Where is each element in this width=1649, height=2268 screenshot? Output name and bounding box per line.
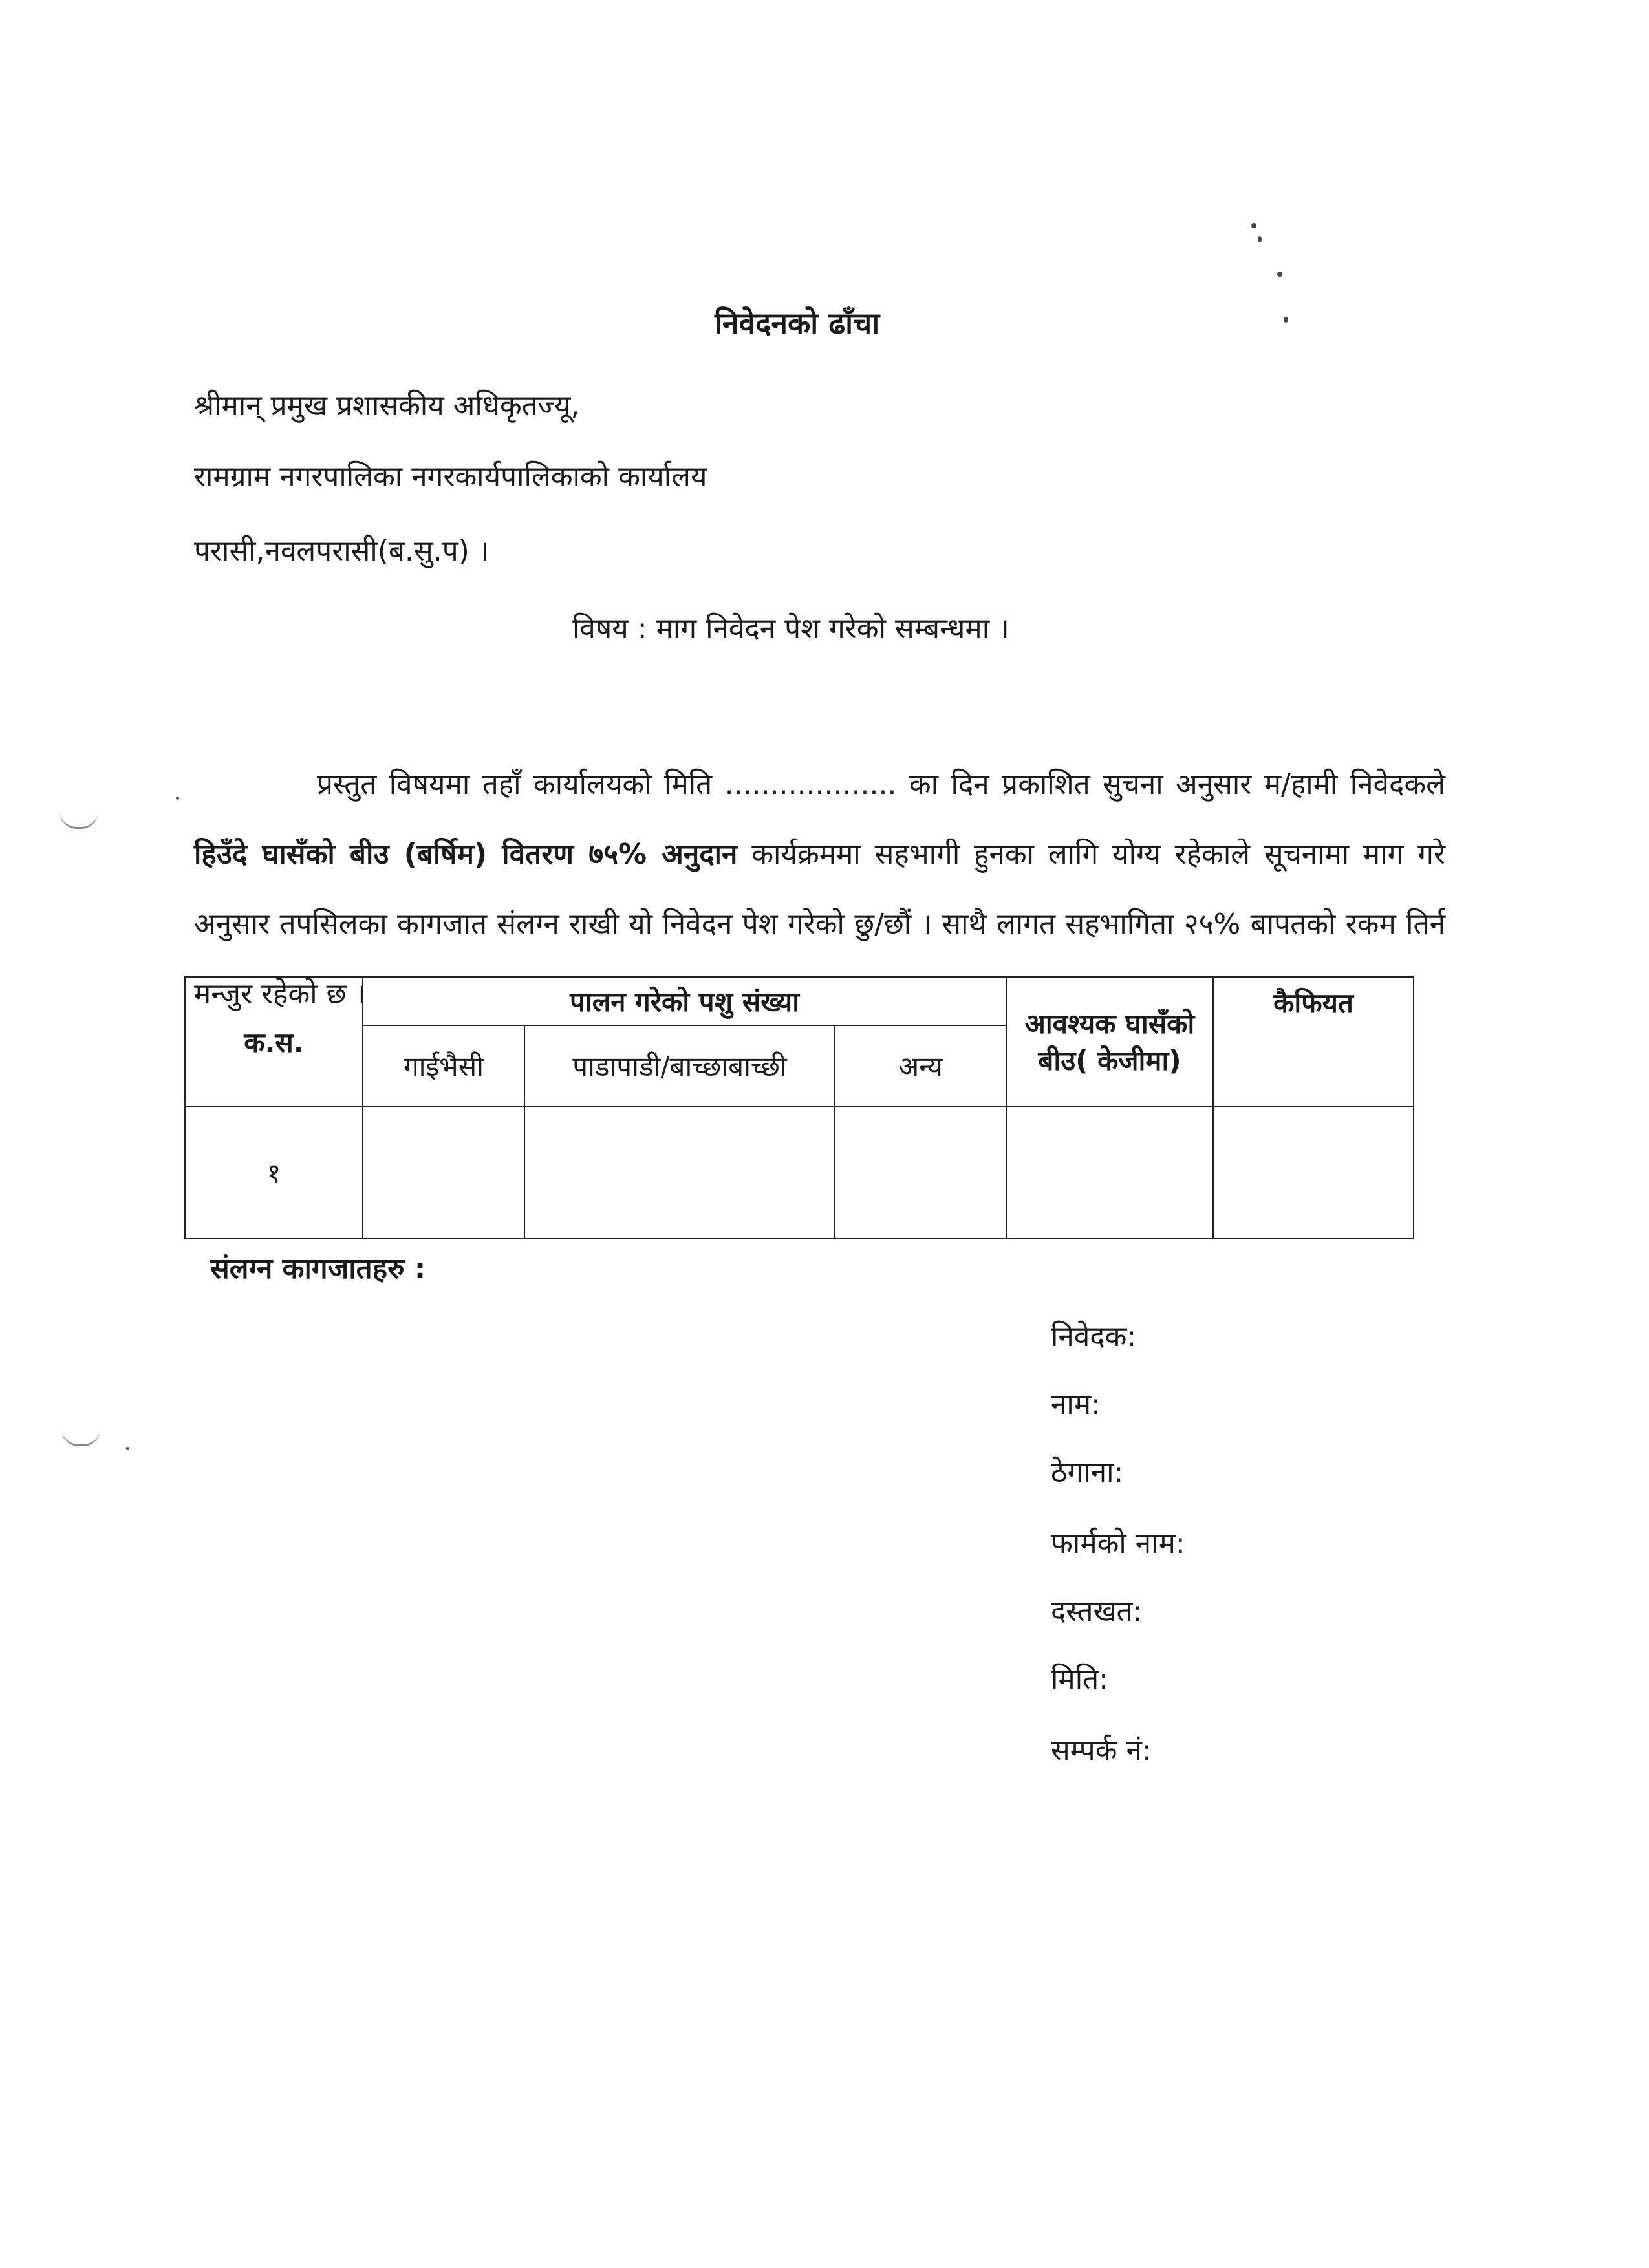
scan-speck bbox=[1251, 223, 1256, 228]
cell-cattle-buffalo[interactable] bbox=[363, 1106, 524, 1239]
scan-speck bbox=[1277, 272, 1282, 277]
cell-calves[interactable] bbox=[524, 1106, 835, 1239]
cell-remarks[interactable] bbox=[1213, 1106, 1414, 1239]
cell-seed-required[interactable] bbox=[1006, 1106, 1213, 1239]
signature-label: दस्तखत: bbox=[1051, 1595, 1143, 1628]
header-remarks: कैफियत bbox=[1213, 977, 1414, 1106]
header-seed-required: आवश्यक घासँको बीउ( केजीमा) bbox=[1006, 977, 1213, 1106]
row-serial-number: १ bbox=[185, 1106, 363, 1239]
form-title: निवेदनको ढाँचा bbox=[715, 306, 880, 341]
scan-speck bbox=[1284, 317, 1288, 323]
addressee-line-3: परासी,नवलपरासी(ब.सु.प) । bbox=[194, 535, 490, 568]
scan-mark bbox=[59, 811, 98, 829]
name-label: नाम: bbox=[1051, 1388, 1101, 1421]
applicant-label: निवेदक: bbox=[1051, 1320, 1137, 1353]
attachments-label: संलग्न कागजातहरु : bbox=[210, 1252, 426, 1285]
scan-speck bbox=[126, 1447, 129, 1450]
subject-line: विषय : माग निवेदन पेश गरेको सम्बन्धमा । bbox=[572, 612, 1009, 645]
body-text-part-2: कार्यक्रममा सहभागी हुनका लागि योग्य रहेकाले सूचनामा माग गरे अनुसार तपसिलका कागजात संलग्न राखी यो निवेदन पेश गरेको छु/छौं । साथै लागत सहभागिता २५% बापतको रकम तिर्न मन्जुर रहेको छ । bbox=[194, 838, 1445, 1011]
header-calves: पाडापाडी/बाच्छाबाच्छी bbox=[524, 1025, 835, 1106]
date-label: मिति: bbox=[1051, 1663, 1109, 1696]
header-livestock-count: पालन गरेको पशु संख्या bbox=[363, 977, 1006, 1025]
table-row bbox=[185, 1106, 1414, 1239]
header-serial-number: क.स. bbox=[185, 977, 363, 1106]
addressee-line-2: रामग्राम नगरपालिका नगरकार्यपालिकाको कार्यालय bbox=[194, 460, 707, 493]
header-cattle-buffalo: गाईभैसी bbox=[363, 1025, 524, 1106]
farm-name-label: फार्मको नाम: bbox=[1051, 1527, 1185, 1560]
cell-other[interactable] bbox=[835, 1106, 1006, 1239]
scan-speck bbox=[1258, 236, 1262, 242]
scan-mark bbox=[61, 1429, 100, 1446]
livestock-table bbox=[184, 976, 1414, 1239]
header-other: अन्य bbox=[835, 1025, 1006, 1106]
address-label: ठेगाना: bbox=[1051, 1456, 1124, 1489]
scan-speck bbox=[176, 797, 179, 800]
addressee-line-1: श्रीमान् प्रमुख प्रशासकीय अधिकृतज्यू, bbox=[194, 389, 580, 422]
contact-number-label: सम्पर्क नं: bbox=[1051, 1734, 1152, 1767]
body-text-part-1: प्रस्तुत विषयमा तहाँ कार्यालयको मिति ................... का दिन प्रकाशित सुचना अनुसार म/हामी निवेदकले bbox=[317, 768, 1445, 801]
body-text-program-name: हिउँदे घासँको बीउ (बर्षिम) वितरण ७५% अनुदान bbox=[194, 838, 738, 871]
